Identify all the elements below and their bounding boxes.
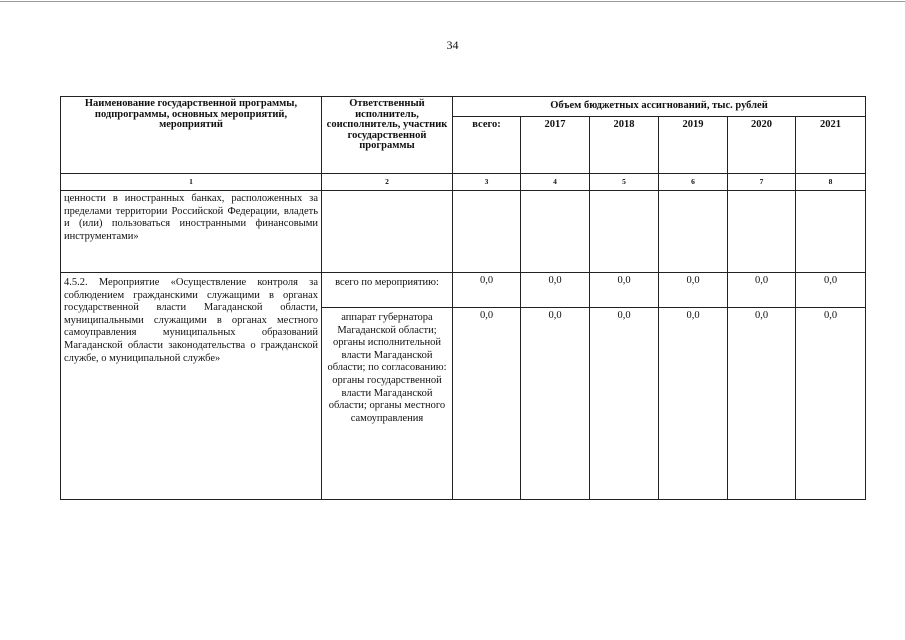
- header-year-2021: 2021: [796, 117, 866, 174]
- column-number-row: [61, 174, 866, 191]
- value-2019-cell: [659, 191, 728, 273]
- row-name-cell: 4.5.2. Мероприятие «Осуществление контроля за соблюдением гражданскими служащими в органах государственной власти Магаданской области, муниципальными служащими в органах местного самоуправления муниципальных образований Магаданской области законодательства о гражданской службе, о муниципальной службе»: [61, 273, 322, 500]
- value-2019-cell: 0,0: [659, 273, 728, 308]
- table-row: [61, 273, 866, 308]
- value-total-cell: [453, 191, 521, 273]
- top-rule: [0, 1, 905, 2]
- row-name-cell: ценности в иностранных банках, расположенных за пределами территории Российской Федерации, владеть и (или) пользоваться иностранными финансовыми инструментами»: [61, 191, 322, 273]
- column-number: 4: [521, 174, 590, 191]
- value-total-cell: 0,0: [453, 273, 521, 308]
- column-number: 1: [61, 174, 322, 191]
- column-number: 6: [659, 174, 728, 191]
- value-2021-cell: 0,0: [796, 273, 866, 308]
- column-number: 5: [590, 174, 659, 191]
- header-year-2017: 2017: [521, 117, 590, 174]
- header-budget-group: Объем бюджетных ассигнований, тыс. рублей: [453, 97, 866, 117]
- row-executor-cell: всего по мероприятию:: [322, 273, 453, 308]
- value-2018-cell: [590, 191, 659, 273]
- header-executor: Ответственный исполнитель, соисполнитель, участник государственной программы: [322, 97, 453, 174]
- table-row: [61, 191, 866, 273]
- value-2021-cell: [796, 191, 866, 273]
- header-name: Наименование государственной программы, подпрограммы, основных мероприятий, мероприятий: [61, 97, 322, 174]
- header-year-2020: 2020: [728, 117, 796, 174]
- value-2018-cell: 0,0: [590, 308, 659, 500]
- budget-table: [60, 96, 866, 500]
- value-2017-cell: [521, 191, 590, 273]
- header-row-1: [61, 97, 866, 117]
- value-2017-cell: 0,0: [521, 273, 590, 308]
- header-year-2019: 2019: [659, 117, 728, 174]
- value-2018-cell: 0,0: [590, 273, 659, 308]
- value-2020-cell: 0,0: [728, 273, 796, 308]
- column-number: 3: [453, 174, 521, 191]
- row-executor-cell: [322, 191, 453, 273]
- header-year-2018: 2018: [590, 117, 659, 174]
- header-total: всего:: [453, 117, 521, 174]
- column-number: 2: [322, 174, 453, 191]
- row-executor-cell: аппарат губернатора Магаданской области; органы исполнительной власти Магаданской области; по согласованию: органы государственной власти Магаданской области; органы местного самоуправления: [322, 308, 453, 500]
- value-total-cell: 0,0: [453, 308, 521, 500]
- page-number: 34: [446, 38, 459, 52]
- column-number: 7: [728, 174, 796, 191]
- column-number: 8: [796, 174, 866, 191]
- value-2017-cell: 0,0: [521, 308, 590, 500]
- value-2019-cell: 0,0: [659, 308, 728, 500]
- value-2020-cell: 0,0: [728, 308, 796, 500]
- value-2021-cell: 0,0: [796, 308, 866, 500]
- value-2020-cell: [728, 191, 796, 273]
